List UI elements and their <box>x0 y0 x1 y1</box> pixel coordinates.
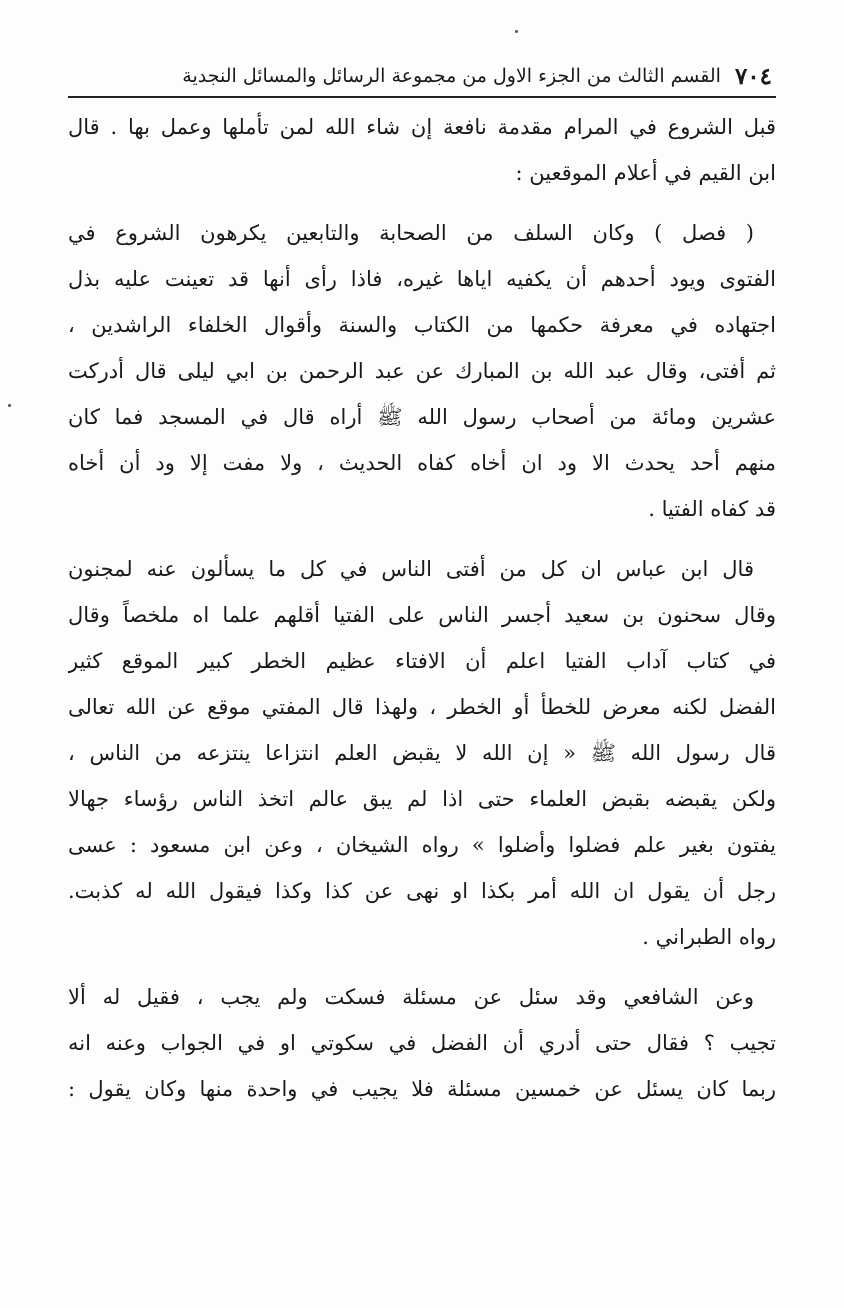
text-line: الفتوى ويود أحدهم أن يكفيه اياها غيره، فاذا رأى أنها قد تعينت عليه بذل <box>68 267 776 291</box>
text-line: تجيب ؟ فقال حتى أدري أن الفضل في سكوتي او في الجواب وعنه انه <box>68 1031 776 1055</box>
text-line: الفضل لكنه معرض للخطأ أو الخطر ، ولهذا قال المفتي موقع عن الله تعالى <box>68 695 776 719</box>
page-number: ٧٠٤ <box>734 62 772 90</box>
text-line: عشرين ومائة من أصحاب رسول الله ﷺ أراه قال في المسجد فما كان <box>68 405 776 429</box>
text-line: في كتاب آداب الفتيا اعلم أن الافتاء عظيم الخطر كبير الموقع كثير <box>68 649 776 673</box>
text-line: وقال سحنون بن سعيد أجسر الناس على الفتيا أقلهم علما اه ملخصاً وقال <box>68 603 776 627</box>
text-line: قد كفاه الفتيا . <box>648 497 776 521</box>
text-line: منهم أحد يحدث الا ود ان أخاه كفاه الحديث ، ولا مفت إلا ود أن أخاه <box>68 451 776 475</box>
scan-speck <box>515 30 518 33</box>
text-line: رواه الطبراني . <box>642 925 776 949</box>
text-line: ابن القيم في أعلام الموقعين : <box>515 161 776 185</box>
page-body <box>68 104 776 1112</box>
text-line: يفتون بغير علم فضلوا وأضلوا » رواه الشيخان ، وعن ابن مسعود : عسى <box>68 833 776 857</box>
text-line: قال ابن عباس ان كل من أفتى الناس في كل ما يسألون عنه لمجنون <box>68 557 754 581</box>
text-line: ربما كان يسئل عن خمسين مسئلة فلا يجيب في واحدة منها وكان يقول : <box>68 1077 776 1101</box>
text-line: اجتهاده في معرفة حكمها من الكتاب والسنة وأقوال الخلفاء الراشدين ، <box>68 313 776 337</box>
text-line: ( فصل ) وكان السلف من الصحابة والتابعين يكرهون الشروع في <box>68 221 754 245</box>
text-line: قال رسول الله ﷺ « إن الله لا يقبض العلم انتزاعا ينتزعه من الناس ، <box>68 741 776 765</box>
text-line: قبل الشروع في المرام مقدمة نافعة إن شاء الله لمن تأملها وعمل بها . قال <box>68 115 776 139</box>
text-line: وعن الشافعي وقد سئل عن مسئلة فسكت ولم يجب ، فقيل له ألا <box>68 985 754 1009</box>
header-rule <box>68 96 776 98</box>
text-line: ثم أفتى، وقال عبد الله بن المبارك عن عبد الرحمن بن ابي ليلى قال أدركت <box>68 359 776 383</box>
scan-speck <box>8 404 11 407</box>
text-line: ولكن يقبضه بقبض العلماء حتى اذا لم يبق عالم اتخذ الناس رؤساء جهالا <box>68 787 776 811</box>
text-line: رجل أن يقول ان الله أمر بكذا او نهى عن كذا وكذا فيقول الله له كذبت. <box>68 879 776 903</box>
page-header <box>72 58 772 94</box>
running-title: القسم الثالث من الجزء الاول من مجموعة الرسائل والمسائل النجدية <box>182 65 721 87</box>
